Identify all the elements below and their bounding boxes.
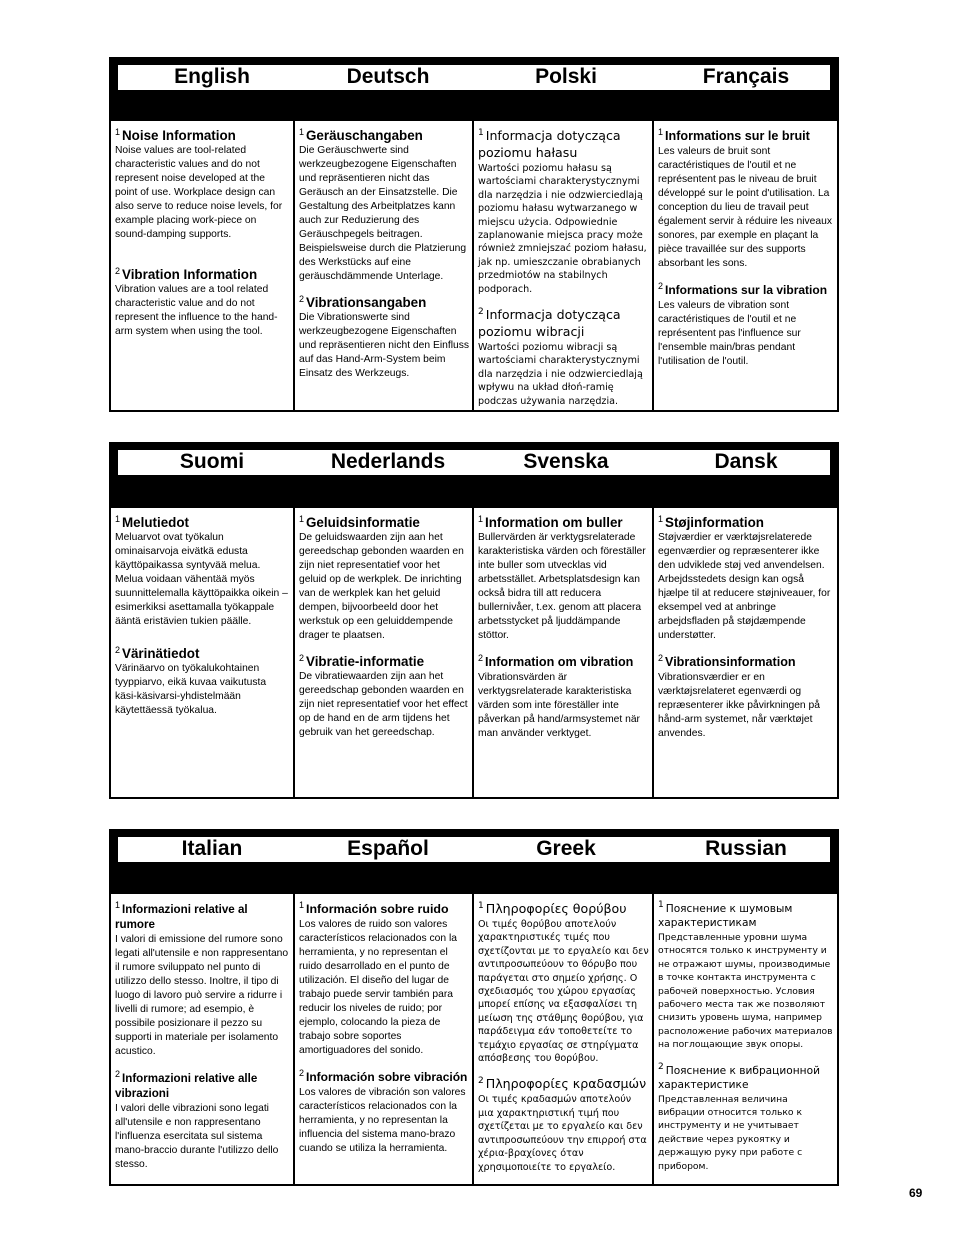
- language-column: [474, 121, 654, 410]
- section-title: Πληροφορίες κραδασμών: [485, 1076, 647, 1092]
- section-title: Informacja dotycząca poziomu hałasu: [478, 128, 621, 160]
- noise-section: $^1$ Información sobre ruido Los valores de ruido son valores característicos relacionados con la herramienta, y no representan el ruido desarrollado en el punto de utilización. El diseño del lugar de trabajo puede servir también para reducir los niveles de ruido; por ejemplo, colocando la pieza de trabajo sobre soportes amortiguadores del sonido.: [299, 898, 469, 1058]
- section-body: Los valores de ruido son valores característicos relacionados con la herramienta, y no representan el ruido desarrollado en el punto de utilización. El diseño del lugar de trabajo puede servir también para reducir los niveles de ruido; por ejemplo, colocando la pieza de trabajo sobre soportes amortiguadores del sonido.: [299, 919, 457, 1056]
- noise-section: $^1$ Information om buller Bullervärden är verktygsrelaterade karakteristiska värden och föreställer inte buller som utvecklas vid arbetsstället. Arbetsplatsdesign kan också bidra till att reducera bullernivåer, t.ex. genom att placera arbetsstycket på ljuddämpande stöttor.: [478, 512, 649, 643]
- noise-section: $^1$ Informacja dotycząca poziomu hałasu Wartości poziomu hałasu są wartościami charakterystycznymi dla narzędzia i nie odzwierciedlają poziomu hałasu wytwarzanego w miejscu użycia. Odpowiednie zaplanowanie miejsca pracy może również zmniejszać poziom hałasu, jak np. umieszczanie obrabianych przedmiotów na stabilnych podporach.: [478, 125, 649, 296]
- section-body: Οι τιμές κραδασμών αποτελούν μια χαρακτηριστική τιμή που σχετίζεται με το εργαλείο και δεν αντιπροσωπεύουν την επιρροή στα χέρια-βραχίονες όταν χρησιμοποιείτε το εργαλείο.: [478, 1094, 647, 1173]
- section-title: Geluidsinformatie: [306, 515, 420, 530]
- language-column: [654, 508, 837, 797]
- vibration-section: $^2$ Vibrationsangaben Die Vibrationswerte sind werkzeugbezogene Eigenschaften und repräsentieren nicht den Einfluss auf das Hand-Arm-System beim Einsatz des Werkzeugs.: [299, 294, 470, 379]
- section-body: Støjværdier er værktøjsrelaterede egenværdier og repræsenterer ikke den udviklede støj ved anvendelsen. Arbejdsstedets design kan også hjælpe til at reducere støjniveauer, for eksempel ved at anbringe arbejdsfladen på støjdæmpende understøtter.: [658, 532, 831, 641]
- section-body: Представленная величина вибрации относится только к инструменту и не учитывает действие через рукоятку и держащую руку при работе с прибором.: [658, 1093, 803, 1172]
- section-title: Noise Information: [122, 128, 236, 143]
- section-title: Informazioni relative al rumore: [115, 903, 248, 931]
- language-column: [111, 508, 295, 797]
- noise-section: $^1$ Melutiedot Meluarvot ovat työkalun ominaisarvoja eivätkä edusta käyttöpaikassa syntyvää melua. Melua voidaan vähentää myös suunnittelemalla käyttöpaikka oikein – esimerkiksi asettamalla työkappale ääntä eristävien tukien päälle.: [115, 512, 290, 629]
- section-title: Πληροφορίες θορύβου: [485, 901, 627, 916]
- language-column: [111, 894, 295, 1184]
- language-column: [654, 121, 837, 410]
- section-title: Informazioni relative alle vibrazioni: [115, 1072, 258, 1100]
- section-body: Les valeurs de bruit sont caractéristiques de l'outil et ne représentent pas le niveau de bruit développé sur le point d'utilisation. La conception du lieu de travail peut également servir à réduire les niveaux sonores, par exemple en plaçant la pièce travaillée sur des supports absorbant les sons.: [658, 146, 832, 269]
- page-number: 69: [909, 1186, 923, 1200]
- language-heading: Nederlands: [330, 450, 446, 473]
- language-title-bar: [117, 449, 831, 476]
- section-title: Värinätiedot: [122, 646, 200, 661]
- section-title: Information om vibration: [485, 655, 634, 669]
- language-heading: Russian: [705, 837, 787, 860]
- noise-section: $^1$ Støjinformation Støjværdier er værktøjsrelaterede egenværdier og repræsenterer ikke den udviklede støj ved anvendelsen. Arbejdsstedets design kan også hjælpe til at reducere støjniveauer, for eksempel ved at anbringe arbejdsfladen på støjdæmpende understøtter.: [658, 512, 834, 643]
- section-title: Støjinformation: [665, 515, 764, 530]
- language-title-bar: [117, 64, 831, 91]
- language-panel-1: [109, 57, 839, 412]
- section-body: I valori delle vibrazioni sono legati all'utensile e non rappresentano l'influenza esercitata sul sistema mano-braccio durante l'utilizzo dello stesso.: [115, 1103, 279, 1170]
- section-body: Noise values are tool-related characteristic values and do not represent noise developed at the point of use. Workplace design can also serve to reduce noise levels, for example placing work-piece on sound-damping supports.: [115, 145, 283, 240]
- panel-header: [111, 831, 837, 894]
- vibration-section: $^2$ Värinätiedot Värinäarvo on työkalukohtainen tyyppiarvo, eikä kuvaa vaikutusta käsi-käsivarsi-yhdistelmään käytettäessä työkalua.: [115, 643, 290, 718]
- language-title-bar: [117, 836, 831, 863]
- language-heading: English: [174, 65, 250, 88]
- section-body: Les valeurs de vibration sont caractéristiques de l'outil et ne représentent pas l'influence sur l'ensemble main/bras pendant l'utilisation de l'outil.: [658, 300, 801, 367]
- section-title: Información sobre vibración: [306, 1070, 468, 1084]
- section-title: Пояснение к вибрационной характеристике: [658, 1064, 820, 1091]
- section-body: I valori di emissione del rumore sono legati all'utensile e non rappresentano il rumore sviluppato nel punto di utilizzo dello stesso. Inoltre, il tipo di luogo di lavoro può servire a ridurre i livelli di rumore; ad esempio, è possibile posizionare il pezzo su supporti in materiale per isolamento acustico.: [115, 934, 289, 1057]
- language-column: [111, 121, 295, 410]
- panel-header: [111, 444, 837, 508]
- language-column: [474, 508, 654, 797]
- noise-section: $^1$ Πληροφορίες θορύβου Οι τιμές θορύβου αποτελούν χαρακτηριστικές τιμές που σχετίζονται με το εργαλείο και δεν αντιπροσωπεύουν το θόρυβο που παράγεται στο σημείο χρήσης. Ο σχεδιασμός του χώρου εργασίας μπορεί επίσης να εξασφαλίσει τη μείωση της στάθμης θορύβου, για παράδειγμα εάν τοποθετείτε το τεμάχιο εργασίας σε στηρίγματα απόσβεσης του θορύβου.: [478, 901, 649, 1065]
- section-title: Información sobre ruido: [306, 902, 449, 916]
- section-body: Los valores de vibración son valores característicos relacionados con la herramienta, y no representan la influencia del sistema mano-brazo cuando se utiliza la herramienta.: [299, 1087, 466, 1154]
- section-title: Informations sur la vibration: [665, 283, 828, 297]
- language-column: [295, 508, 474, 797]
- noise-section: $^1$ Informations sur le bruit Les valeurs de bruit sont caractéristiques de l'outil et ne représentent pas le niveau de bruit développé sur le point d'utilisation. La conception du lieu de travail peut également servir à réduire les niveaux sonores, par exemple en plaçant la pièce travaillée sur des supports absorbant les sons.: [658, 127, 832, 269]
- section-title: Informations sur le bruit: [665, 129, 810, 143]
- section-title: Melutiedot: [122, 515, 189, 530]
- language-heading: Français: [702, 65, 790, 88]
- section-body: De vibratiewaarden zijn aan het gereedschap gebonden waarden en zijn niet representatief voor het effect op de hand en de arm tijdens het gebruik van het gereedschap.: [299, 671, 468, 738]
- language-column: [654, 894, 837, 1184]
- language-column: [295, 894, 474, 1184]
- language-heading: Svenska: [523, 450, 609, 473]
- vibration-section: $^2$ Пояснение к вибрационной характеристике Представленная величина вибрации относится только к инструменту и не учитывает действие через рукоятку и держащую руку при работе с прибором.: [658, 1060, 834, 1173]
- section-body: Wartości poziomu wibracji są wartościami charakterystycznymi dla narzędzia i nie odzwierciedlają wpływu na układ dłoń-ramię podczas używania narzędzia.: [478, 342, 643, 407]
- section-body: Wartości poziomu hałasu są wartościami charakterystycznymi dla narzędzia i nie odzwierciedlają poziomu hałasu wytwarzanego w miejscu użycia. Odpowiednie zaplanowanie miejsca pracy może również zmniejszać poziom hałasu, jak np. umieszczanie obrabianych przedmiotów na stabilnych podporach.: [478, 163, 647, 295]
- language-heading: Greek: [536, 837, 596, 860]
- section-title: Information om buller: [485, 515, 623, 530]
- language-column: [295, 121, 474, 410]
- noise-section: $^1$ Пояснение к шумовым характеристикам Представленные уровни шума относятся только к инструменту и не отражают шумы, производимые в точке контакта инструмента с рабочей поверхностью. Условия рабочего места так же позволяют снизить уровень шума, например расположение рабочих материалов на поглощающие звук опоры.: [658, 900, 833, 1051]
- language-panel-3: [109, 829, 839, 1186]
- vibration-section: $^2$ Informacja dotycząca poziomu wibracji Wartości poziomu wibracji są wartościami charakterystycznymi dla narzędzia i nie odzwierciedlają wpływu na układ dłoń-ramię podczas używania narzędzia.: [478, 304, 649, 408]
- vibration-section: $^2$ Information om vibration Vibrationsvärden är verktygsrelaterade karakteristiska värden som inte föreställer inte påverkan på hand/armsystemet när man använder verktyget.: [478, 651, 649, 741]
- section-title: Пояснение к шумовым характеристикам: [658, 903, 793, 929]
- section-body: Bullervärden är verktygsrelaterade karakteristiska värden och föreställer inte buller som utvecklas vid arbetsstället. Arbetsplatsdesign kan också bidra till att reducera bullernivåer, t.ex. genom att placera arbetsstycket på ljuddämpande stöttor.: [478, 532, 646, 641]
- vibration-section: $^2$ Informations sur la vibration Les valeurs de vibration sont caractéristiques de l'outil et ne représentent pas l'influence sur l'ensemble main/bras pendant l'utilisation de l'outil.: [658, 279, 834, 369]
- section-title: Vibratie-informatie: [306, 654, 425, 669]
- language-heading: Italian: [181, 837, 243, 860]
- noise-section: $^1$ Geräuschangaben Die Geräuschwerte sind werkzeugbezogene Eigenschaften und repräsentieren nicht das Geräusch an der Einsatzstelle. Die Gestaltung des Arbeitplatzes kann auch zur Reduzierung des Geräuschpegels beitragen. Beispielsweise durch die Platzierung des Werkstücks auf eine geräuschdämmende Unterlage.: [299, 125, 469, 284]
- section-body: Vibrationsvärden är verktygsrelaterade karakteristiska värden som inte föreställer inte påverkan på hand/armsystemet när man använder verktyget.: [478, 672, 640, 739]
- section-body: Οι τιμές θορύβου αποτελούν χαρακτηριστικές τιμές που σχετίζονται με το εργαλείο και δεν αντιπροσωπεύουν το θόρυβο που παράγεται στο σημείο χρήσης. Ο σχεδιασμός του χώρου εργασίας μπορεί επίσης να εξασφαλίσει τη μείωση της στάθμης θορύβου, για παράδειγμα εάν τοποθετείτε το τεμάχιο εργασίας σε στηρίγματα απόσβεσης του θορύβου.: [478, 919, 649, 1065]
- language-heading: Dansk: [714, 450, 778, 473]
- language-panel-2: [109, 442, 839, 799]
- section-body: Vibrationsværdier er en værktøjsrelateret egenværdi og repræsenterer ikke påvirkningen på hånd-arm systemet, når værktøjet anvendes.: [658, 672, 820, 739]
- section-body: Värinäarvo on työkalukohtainen tyyppiarvo, eikä kuvaa vaikutusta käsi-käsivarsi-yhdistelmään käytettäessä työkalua.: [115, 663, 267, 716]
- noise-section: $^1$ Geluidsinformatie De geluidswaarden zijn aan het gereedschap gebonden waarden en zijn niet representatief voor het geluid op de werkplek. De inrichting van de werkplek kan het geluid dempen, bijvoorbeeld door het werkstuk op een geluiddempende drager te plaatsen.: [299, 512, 469, 643]
- section-title: Informacja dotycząca poziomu wibracji: [478, 307, 621, 340]
- language-column: [474, 894, 654, 1184]
- section-body: Die Geräuschwerte sind werkzeugbezogene Eigenschaften und repräsentieren nicht das Geräusch an der Einsatzstelle. Die Gestaltung des Arbeitplatzes kann auch zur Reduzierung des Geräuschpegels beitragen. Beispielsweise durch die Platzierung des Werkstücks auf eine geräuschdämmende Unterlage.: [299, 145, 467, 282]
- vibration-section: $^2$ Vibration Information Vibration values are a tool related characteristic value and do not represent the influence to the hand-arm system when using the tool.: [115, 264, 290, 339]
- section-title: Vibrationsangaben: [306, 295, 427, 310]
- vibration-section: $^2$ Vibrationsinformation Vibrationsværdier er en værktøjsrelateret egenværdi og repræsenterer ikke påvirkningen på hånd-arm systemet, når værktøjet anvendes.: [658, 651, 834, 741]
- section-title: Vibrationsinformation: [665, 655, 796, 669]
- section-body: Meluarvot ovat työkalun ominaisarvoja eivätkä edusta käyttöpaikassa syntyvää melua. Melua voidaan vähentää myös suunnittelemalla käyttöpaikka oikein – esimerkiksi asettamalla työkappale ääntä eristävien tukien päälle.: [115, 532, 288, 627]
- language-heading: Polski: [535, 65, 597, 88]
- section-body: Vibration values are a tool related characteristic value and do not represent the influence to the hand-arm system when using the tool.: [115, 284, 278, 337]
- section-body: Представленные уровни шума относятся только к инструменту и не отражают шумы, производимые в точке контакта инструмента с рабочей поверхностью. Условия рабочего места так же позволяют снизить уровень шума, например расположение рабочих материалов на поглощающие звук опоры.: [658, 932, 833, 1051]
- panel-header: [111, 59, 837, 121]
- noise-section: $^1$ Informazioni relative al rumore I valori di emissione del rumore sono legati all'utensile e non rappresentano il rumore sviluppato nel punto di utilizzo dello stesso. Inoltre, il tipo di luogo di lavoro può servire a ridurre i livelli di rumore; ad esempio, è possibile posizionare il pezzo su supporti in materiale per isolamento acustico.: [115, 900, 289, 1057]
- vibration-section: $^2$ Información sobre vibración Los valores de vibración son valores característicos relacionados con la herramienta, y no representan la influencia del sistema mano-brazo cuando se utiliza la herramienta.: [299, 1068, 468, 1154]
- section-body: De geluidswaarden zijn aan het gereedschap gebonden waarden en zijn niet representatief voor het geluid op de werkplek. De inrichting van de werkplek kan het geluid dempen, bijvoorbeeld door het werkstuk op een geluiddempende drager te plaatsen.: [299, 532, 464, 641]
- noise-section: $^1$ Noise Information Noise values are tool-related characteristic values and do not represent noise developed at the point of use. Workplace design can also serve to reduce noise levels, for example placing work-piece on sound-damping supports.: [115, 125, 290, 242]
- section-body: Die Vibrationswerte sind werkzeugbezogene Eigenschaften und repräsentieren nicht den Einfluss auf das Hand-Arm-System beim Einsatz des Werkzeugs.: [299, 312, 470, 379]
- language-heading: Suomi: [179, 450, 245, 473]
- language-heading: Deutsch: [346, 65, 430, 88]
- vibration-section: $^2$ Vibratie-informatie De vibratiewaarden zijn aan het gereedschap gebonden waarden en zijn niet representatief voor het effect op de hand en de arm tijdens het gebruik van het gereedschap.: [299, 653, 468, 738]
- vibration-section: $^2$ Πληροφορίες κραδασμών Οι τιμές κραδασμών αποτελούν μια χαρακτηριστική τιμή που σχετίζεται με το εργαλείο και δεν αντιπροσωπεύουν την επιρροή στα χέρια-βραχίονες όταν χρησιμοποιείτε το εργαλείο.: [478, 1073, 649, 1173]
- section-title: Vibration Information: [122, 267, 258, 282]
- vibration-section: $^2$ Informazioni relative alle vibrazioni I valori delle vibrazioni sono legati all'utensile e non rappresentano l'influenza esercitata sul sistema mano-braccio durante l'utilizzo dello stesso.: [115, 1067, 290, 1172]
- language-heading: Español: [347, 837, 429, 860]
- section-title: Geräuschangaben: [306, 128, 423, 143]
